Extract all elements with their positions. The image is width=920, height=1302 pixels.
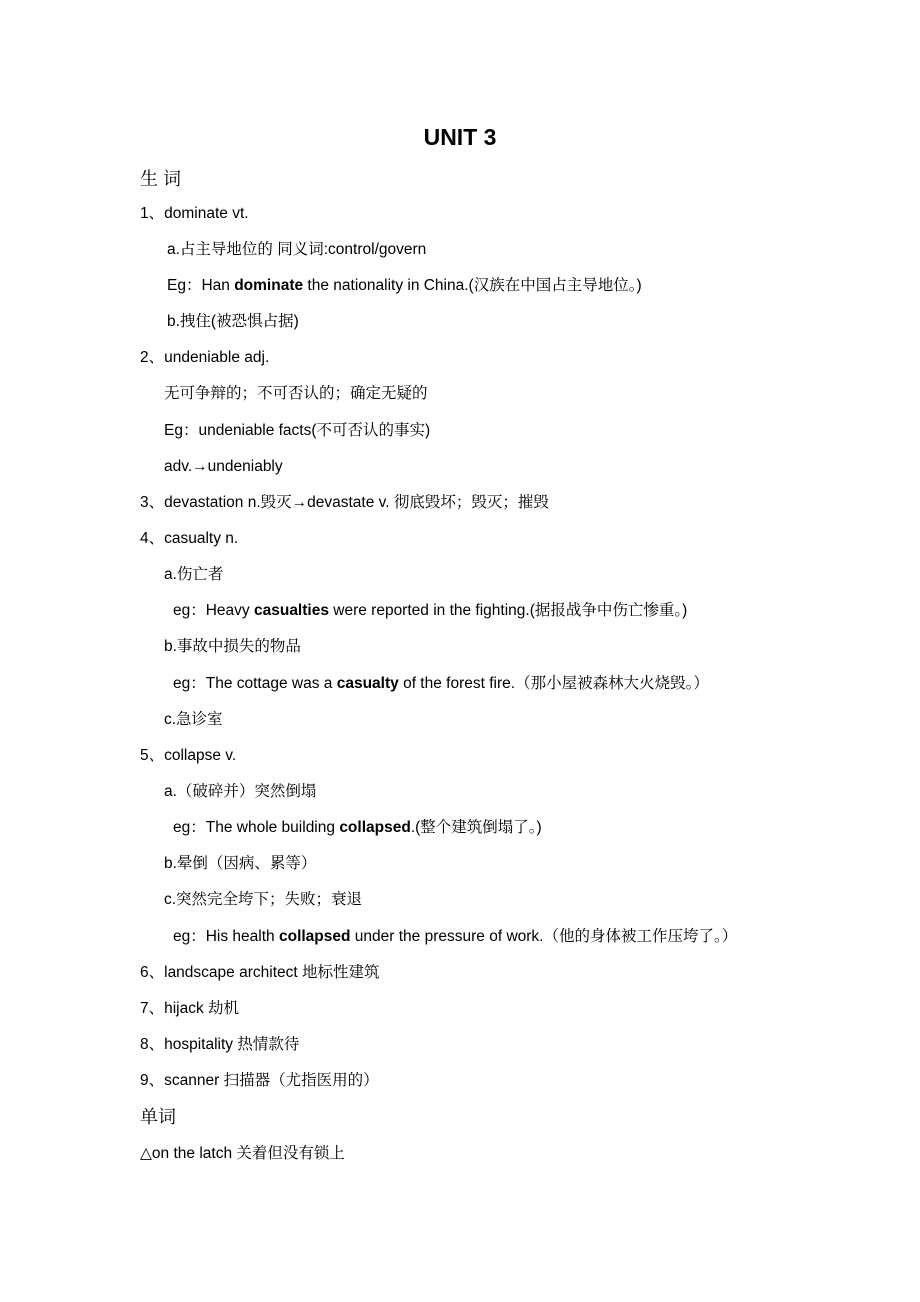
phrase-item: △on the latch 关着但没有锁上: [140, 1145, 345, 1162]
example-keyword: collapsed: [278, 928, 351, 945]
entry-5-sense-c: c.突然完全垮下；失败；衰退: [164, 891, 363, 908]
entry-2-example: Eg：undeniable facts(不可否认的事实): [164, 422, 431, 439]
entry-5-sense-a: a.（破碎并）突然倒塌: [164, 783, 317, 800]
section-heading-words: 单词: [140, 1107, 176, 1127]
example-keyword: casualties: [253, 602, 329, 619]
entry-7-head: 7、hijack 劫机: [140, 1000, 240, 1017]
example-text: of the forest fire.（那小屋被森林大火烧毁。）: [398, 675, 709, 692]
entry-4-example-2: [173, 673, 709, 695]
entry-1-sense-a: a.占主导地位的 同义词:control/govern: [167, 241, 427, 258]
section-heading-new-words: 生 词: [140, 169, 182, 189]
example-text: the nationality in China.(汉族在中国占主导地位。): [303, 277, 642, 294]
example-text: eg：The whole building: [173, 819, 340, 836]
example-text: eg：His health: [173, 928, 279, 945]
entry-6-head: 6、landscape architect 地标性建筑: [140, 964, 380, 981]
entry-1-sense-b: b.拽住(被恐惧占据): [167, 313, 299, 330]
entry-2-adverb: adv.→undeniably: [164, 458, 283, 475]
entry-4-example-1: [173, 600, 687, 622]
example-text: eg：Heavy: [173, 602, 254, 619]
example-text: under the pressure of work.（他的身体被工作压垮了。）: [350, 928, 738, 945]
entry-2-meaning: 无可争辩的；不可否认的；确定无疑的: [164, 385, 428, 402]
entry-4-sense-c: c.急诊室: [164, 711, 223, 728]
entry-3-head: 3、devastation n.毁灭→devastate v. 彻底毁坏；毁灭；摧毁: [140, 494, 549, 511]
example-text: eg：The cottage was a: [173, 675, 337, 692]
entry-1-example: [167, 275, 642, 297]
entry-4-sense-b: b.事故中损失的物品: [164, 638, 301, 655]
entry-1-head: 1、dominate vt.: [140, 205, 249, 222]
entry-5-example-1: [173, 817, 542, 839]
example-text: Eg：Han: [167, 277, 235, 294]
entry-4-sense-a: a.伤亡者: [164, 566, 224, 583]
example-text: were reported in the fighting.(据报战争中伤亡惨重。): [328, 602, 688, 619]
example-text: .(整个建筑倒塌了。): [410, 819, 542, 836]
page-title: UNIT 3: [423, 124, 497, 150]
entry-8-head: 8、hospitality 热情款待: [140, 1036, 300, 1053]
example-keyword: dominate: [234, 277, 304, 294]
example-keyword: collapsed: [339, 819, 411, 836]
entry-2-head: 2、undeniable adj.: [140, 349, 270, 366]
entry-4-head: 4、casualty n.: [140, 530, 239, 547]
entry-9-head: 9、scanner 扫描器（尤指医用的）: [140, 1072, 379, 1089]
entry-5-example-2: [173, 926, 737, 948]
example-keyword: casualty: [336, 675, 399, 692]
entry-5-head: 5、collapse v.: [140, 747, 237, 764]
entry-5-sense-b: b.晕倒（因病、累等）: [164, 855, 317, 872]
